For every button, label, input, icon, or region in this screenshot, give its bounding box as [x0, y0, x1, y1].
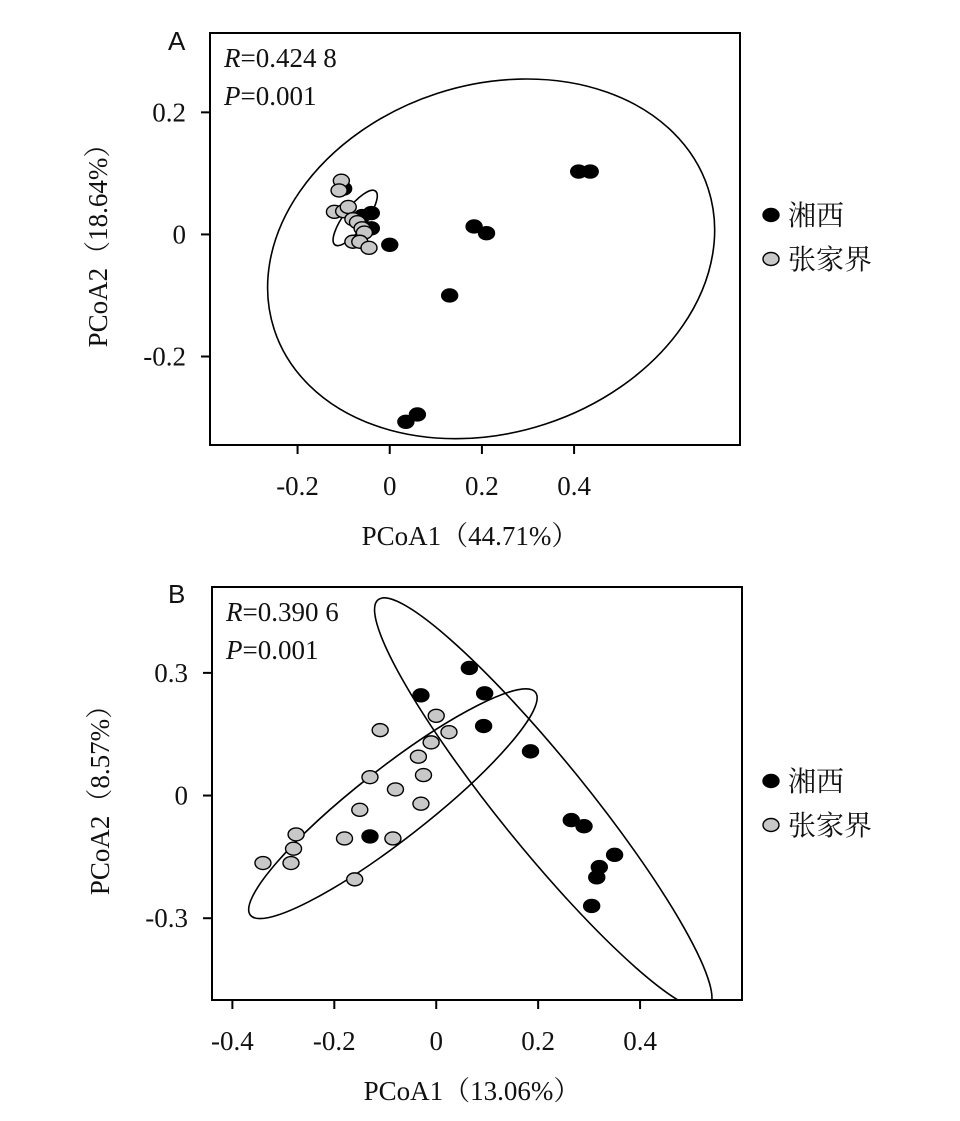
x-axis-label: PCoA1（44.71%） — [361, 521, 579, 551]
point-zhangjiajie — [340, 200, 356, 213]
legend-marker — [763, 209, 779, 222]
point-zhangjiajie — [385, 832, 401, 845]
x-tick-label: 0 — [382, 471, 397, 501]
y-tick-label: 0.3 — [154, 657, 188, 688]
point-zhangjiajie — [352, 803, 368, 816]
legend-marker — [763, 253, 779, 266]
point-zhangjiajie — [413, 797, 429, 810]
p-statistic: P=0.001 — [224, 81, 317, 111]
x-tick-label: 0.2 — [465, 471, 499, 501]
point-xiangxi — [589, 871, 605, 884]
panel-letter: B — [168, 579, 186, 609]
y-tick-label: -0.3 — [145, 903, 188, 934]
point-xiangxi — [409, 408, 425, 421]
point-zhangjiajie — [362, 771, 378, 784]
point-xiangxi — [523, 745, 539, 758]
legend-label: 张家界 — [788, 243, 873, 276]
point-zhangjiajie — [423, 736, 439, 749]
x-tick-label: -0.4 — [211, 1026, 254, 1056]
point-zhangjiajie — [372, 724, 388, 737]
y-axis-label: PCoA2（18.64%） — [83, 130, 113, 348]
point-zhangjiajie — [441, 726, 457, 739]
x-tick-label: 0.2 — [521, 1026, 556, 1056]
point-zhangjiajie — [283, 857, 299, 870]
legend-label: 张家界 — [788, 809, 873, 842]
y-tick-label: -0.2 — [143, 341, 186, 372]
y-tick-label: 0 — [172, 219, 186, 250]
point-xiangxi — [413, 689, 429, 702]
point-xiangxi — [584, 899, 600, 912]
point-zhangjiajie — [255, 857, 271, 870]
point-xiangxi — [479, 227, 495, 240]
x-tick-label: -0.2 — [312, 1026, 356, 1056]
legend — [763, 199, 872, 276]
point-zhangjiajie — [428, 709, 444, 722]
point-xiangxi — [382, 238, 398, 251]
point-xiangxi — [362, 830, 378, 843]
legend — [763, 765, 872, 842]
confidence-ellipse — [228, 664, 557, 943]
x-tick-label: 0.4 — [623, 1026, 657, 1056]
legend-marker — [763, 775, 779, 788]
y-tick-label: 0.2 — [152, 97, 186, 128]
point-zhangjiajie — [337, 832, 353, 845]
point-xiangxi — [607, 848, 623, 861]
point-xiangxi — [582, 165, 598, 178]
panel-letter: A — [168, 26, 186, 56]
point-xiangxi — [477, 687, 493, 700]
confidence-ellipse — [344, 572, 743, 1036]
panel-B — [85, 572, 872, 1106]
point-zhangjiajie — [361, 241, 377, 254]
p-statistic: P=0.001 — [226, 635, 319, 665]
legend-marker — [763, 819, 779, 832]
point-zhangjiajie — [331, 184, 347, 197]
r-statistic: R=0.424 8 — [224, 43, 337, 73]
legend-label: 湘西 — [788, 765, 845, 798]
legend-label: 湘西 — [788, 199, 845, 232]
point-xiangxi — [363, 207, 379, 220]
point-zhangjiajie — [347, 873, 363, 886]
point-zhangjiajie — [410, 750, 426, 763]
x-tick-label: -0.2 — [276, 471, 319, 501]
point-xiangxi — [476, 720, 492, 733]
x-tick-label: 0 — [429, 1026, 443, 1056]
point-zhangjiajie — [415, 769, 431, 782]
y-tick-label: 0 — [174, 780, 188, 811]
x-tick-label: 0.4 — [557, 471, 591, 501]
point-zhangjiajie — [286, 842, 302, 855]
r-statistic: R=0.390 6 — [226, 597, 339, 627]
point-zhangjiajie — [288, 828, 304, 841]
point-zhangjiajie — [387, 783, 403, 796]
x-axis-label: PCoA1（13.06%） — [363, 1076, 581, 1106]
point-xiangxi — [576, 820, 592, 833]
point-xiangxi — [461, 661, 477, 674]
y-axis-label: PCoA2（8.57%） — [85, 691, 115, 896]
panel-A — [83, 23, 872, 551]
point-xiangxi — [442, 289, 458, 302]
